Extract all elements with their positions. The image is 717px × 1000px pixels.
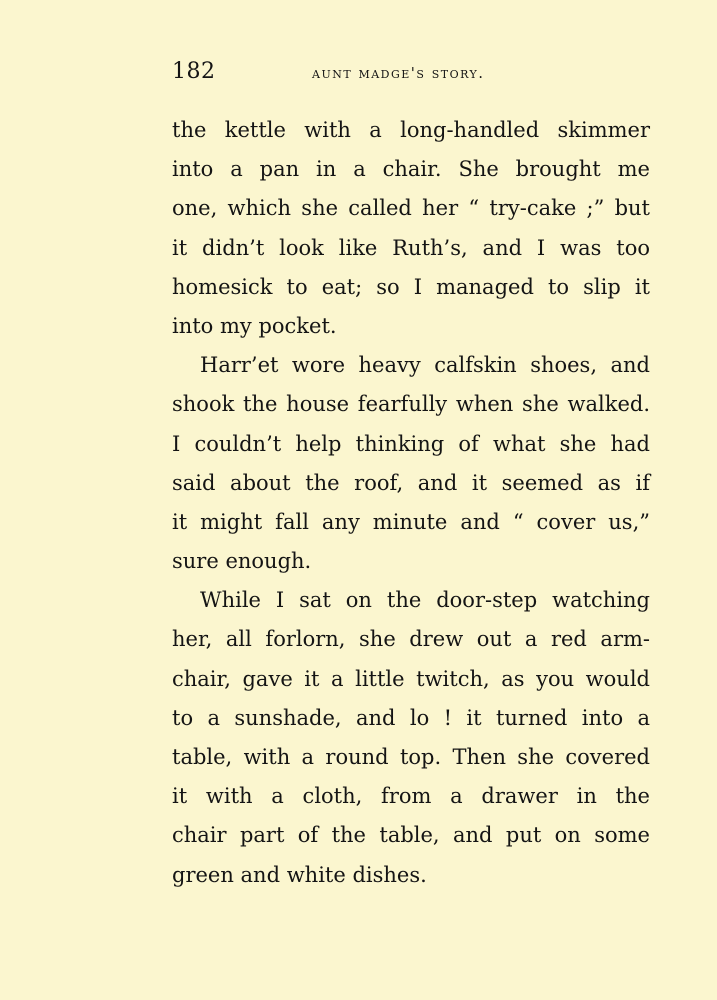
- text-line: it with a cloth, from a drawer in the: [172, 784, 650, 809]
- text-line: said about the roof, and it seemed as if: [172, 470, 650, 495]
- text-line: Harr’et wore heavy calfskin shoes, and: [200, 353, 650, 378]
- text-line: her, all forlorn, she drew out a red arm-: [172, 627, 650, 652]
- text-line: shook the house fearfully when she walked.: [172, 392, 650, 417]
- text-line: to a sunshade, and lo ! it turned into a: [172, 705, 650, 730]
- text-line: the kettle with a long-handled skimmer: [172, 118, 650, 142]
- text-line: chair, gave it a little twitch, as you would: [172, 666, 650, 691]
- text-line: I couldn’t help thinking of what she had: [172, 431, 650, 456]
- text-line: one, which she called her “ try-cake ;” but: [172, 196, 650, 221]
- page-header: [172, 58, 652, 90]
- text-line: While I sat on the door-step watching: [200, 588, 650, 613]
- text-line: it didn’t look like Ruth’s, and I was too: [172, 235, 650, 260]
- text-line: chair part of the table, and put on some: [172, 823, 650, 848]
- text-line: into my pocket.: [172, 313, 337, 338]
- text-line: into a pan in a chair. She brought me: [172, 157, 650, 182]
- text-line: it might fall any minute and “ cover us,”: [172, 509, 650, 534]
- text-line: homesick to eat; so I managed to slip it: [172, 274, 650, 299]
- text-line: sure enough.: [172, 549, 312, 574]
- page-number: 182: [172, 59, 216, 84]
- text-line: green and white dishes.: [172, 862, 427, 887]
- text-line: table, with a round top. Then she covered: [172, 745, 650, 769]
- body-text: [172, 111, 650, 895]
- running-head: aunt madge's story.: [312, 64, 485, 82]
